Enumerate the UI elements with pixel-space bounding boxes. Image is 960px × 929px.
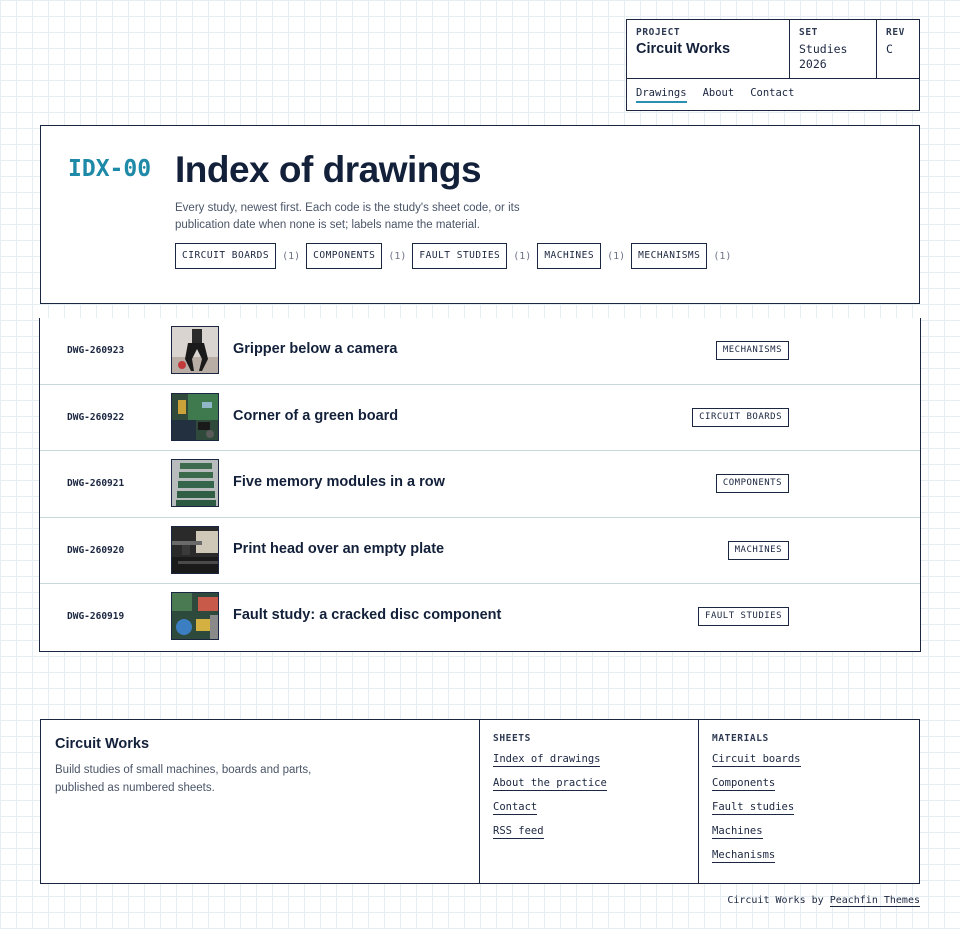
footer-link-rss[interactable]: RSS feed (493, 825, 544, 837)
footer-sheets-column (480, 720, 699, 883)
drawing-title[interactable]: Print head over an empty plate (233, 540, 445, 557)
nav-about[interactable]: About (702, 87, 735, 99)
drawing-thumbnail-board[interactable] (171, 393, 219, 441)
footer-link-circuit-boards[interactable]: Circuit boards (712, 753, 801, 765)
footer-link-machines[interactable]: Machines (712, 825, 763, 837)
list-item[interactable] (40, 385, 920, 452)
drawing-tag[interactable]: COMPONENTS (716, 474, 789, 493)
drawing-tag[interactable]: MECHANISMS (716, 341, 789, 360)
drawing-code: DWG-260919 (67, 611, 125, 623)
rev-label: REV (886, 27, 905, 38)
list-item[interactable] (40, 518, 920, 585)
footer-link-fault-studies[interactable]: Fault studies (712, 801, 795, 813)
filter-count: (1) (607, 250, 626, 262)
nav-contact[interactable]: Contact (750, 87, 795, 99)
drawing-title[interactable]: Five memory modules in a row (233, 474, 445, 491)
rev-value: C (886, 42, 893, 56)
list-item[interactable] (40, 584, 920, 651)
filter-mechanisms[interactable]: MECHANISMS (631, 243, 707, 269)
credit-link[interactable]: Peachfin Themes (829, 895, 920, 906)
filter-bar (175, 243, 737, 269)
index-header (40, 125, 920, 304)
filter-count: (1) (713, 250, 732, 262)
drawing-thumbnail-printer[interactable] (171, 526, 219, 574)
drawing-code: DWG-260920 (67, 544, 125, 556)
title-block (626, 19, 920, 111)
footer-link-contact[interactable]: Contact (493, 801, 538, 813)
footer-brand (41, 720, 480, 883)
page-subtitle: Every study, newest first. Each code is the study's sheet code, or its publication date when none is set; labels name the material. (175, 202, 520, 231)
title-block-info (627, 20, 919, 79)
footer-description: Build studies of small machines, boards and parts, published as numbered sheets. (55, 764, 312, 794)
footer-materials-title: MATERIALS (712, 733, 769, 744)
drawing-code: DWG-260922 (67, 411, 125, 423)
project-name[interactable]: Circuit Works (636, 41, 731, 57)
footer-sheets-title: SHEETS (493, 733, 531, 744)
footer-link-mechanisms[interactable]: Mechanisms (712, 849, 776, 861)
footer-brand-name: Circuit Works (55, 736, 150, 752)
drawing-title[interactable]: Gripper below a camera (233, 341, 398, 357)
filter-count: (1) (282, 250, 301, 262)
footer-link-index[interactable]: Index of drawings (493, 753, 601, 765)
set-value (799, 42, 867, 72)
filter-circuit-boards[interactable]: CIRCUIT BOARDS (175, 243, 276, 269)
list-item[interactable] (40, 318, 920, 385)
filter-count: (1) (388, 250, 407, 262)
list-item[interactable] (40, 451, 920, 518)
drawing-thumbnail-fault[interactable] (171, 592, 219, 640)
nav-drawings[interactable]: Drawings (636, 87, 687, 103)
drawings-list (39, 318, 921, 652)
credit-prefix: Circuit Works by (727, 895, 824, 906)
page-title: Index of drawings (175, 149, 482, 190)
filter-fault-studies[interactable]: FAULT STUDIES (412, 243, 507, 269)
drawing-thumbnail-gripper[interactable] (171, 326, 219, 374)
project-label: PROJECT (636, 27, 681, 38)
drawing-thumbnail-memory[interactable] (171, 459, 219, 507)
theme-credit (727, 895, 920, 906)
site-footer (40, 719, 920, 884)
footer-link-components[interactable]: Components (712, 777, 776, 789)
drawing-code: DWG-260923 (67, 345, 125, 356)
project-cell (627, 20, 789, 78)
drawing-code: DWG-260921 (67, 478, 125, 490)
set-value-line1: Studies (799, 42, 848, 56)
filter-count: (1) (513, 250, 532, 262)
index-code: IDX-00 (68, 156, 152, 182)
top-nav (627, 79, 919, 103)
drawing-title[interactable]: Corner of a green board (233, 407, 399, 424)
drawing-tag[interactable]: MACHINES (728, 541, 789, 560)
rev-cell (876, 20, 919, 78)
footer-materials-column (699, 720, 919, 883)
drawing-tag[interactable]: FAULT STUDIES (698, 607, 789, 626)
set-label: SET (799, 27, 818, 38)
drawing-title[interactable]: Fault study: a cracked disc component (233, 607, 502, 624)
footer-link-about[interactable]: About the practice (493, 777, 607, 789)
set-cell (789, 20, 876, 78)
drawing-tag[interactable]: CIRCUIT BOARDS (692, 408, 789, 427)
filter-machines[interactable]: MACHINES (537, 243, 601, 269)
set-value-line2: 2026 (799, 57, 827, 71)
filter-components[interactable]: COMPONENTS (306, 243, 382, 269)
